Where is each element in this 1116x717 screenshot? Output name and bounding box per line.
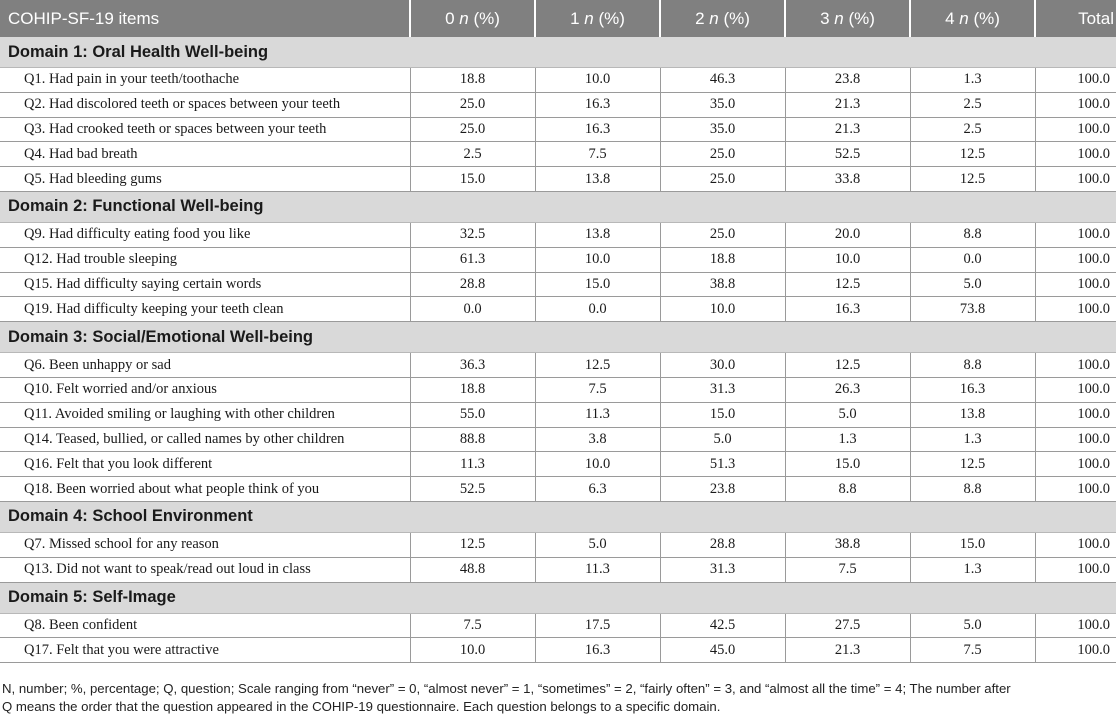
score-4-cell: 7.5 (910, 638, 1035, 663)
total-cell: 100.0 (1035, 377, 1116, 402)
score-0-cell: 7.5 (410, 613, 535, 638)
score-1-cell: 13.8 (535, 222, 660, 247)
item-label: Q8. Been confident (0, 613, 410, 638)
score-4-cell: 12.5 (910, 167, 1035, 192)
score-4-cell: 1.3 (910, 427, 1035, 452)
domain-title: Domain 4: School Environment (0, 501, 1116, 532)
item-label: Q17. Felt that you were attractive (0, 638, 410, 663)
score-0-cell: 61.3 (410, 247, 535, 272)
score-4-cell: 5.0 (910, 272, 1035, 297)
score-2-cell: 25.0 (660, 222, 785, 247)
total-cell: 100.0 (1035, 638, 1116, 663)
total-cell: 100.0 (1035, 477, 1116, 502)
header-pct: (%) (848, 8, 875, 28)
score-2-cell: 51.3 (660, 452, 785, 477)
item-label: Q14. Teased, bullied, or called names by other children (0, 427, 410, 452)
header-score-1 (535, 0, 660, 37)
score-0-cell: 10.0 (410, 638, 535, 663)
total-cell: 100.0 (1035, 532, 1116, 557)
header-score-num: 2 (695, 8, 705, 28)
domain-title: Domain 2: Functional Well-being (0, 191, 1116, 222)
item-label: Q13. Did not want to speak/read out loud in class (0, 557, 410, 582)
score-3-cell: 12.5 (785, 272, 910, 297)
score-1-cell: 16.3 (535, 638, 660, 663)
score-1-cell: 13.8 (535, 167, 660, 192)
item-label: Q1. Had pain in your teeth/toothache (0, 68, 410, 93)
header-n: n (959, 8, 969, 28)
score-1-cell: 7.5 (535, 142, 660, 167)
header-pct: (%) (473, 8, 500, 28)
total-cell: 100.0 (1035, 613, 1116, 638)
footnote-line-2: Q means the order that the question appeared in the COHIP-19 questionnaire. Each question belongs to a specific domain. (2, 699, 721, 714)
score-1-cell: 3.8 (535, 427, 660, 452)
total-cell: 100.0 (1035, 452, 1116, 477)
table-body (0, 37, 1116, 663)
score-3-cell: 33.8 (785, 167, 910, 192)
score-1-cell: 16.3 (535, 92, 660, 117)
table-row (0, 247, 1116, 272)
score-1-cell: 5.0 (535, 532, 660, 557)
header-score-0 (410, 0, 535, 37)
table-row (0, 402, 1116, 427)
score-4-cell: 13.8 (910, 402, 1035, 427)
score-2-cell: 5.0 (660, 427, 785, 452)
score-3-cell: 21.3 (785, 638, 910, 663)
score-4-cell: 12.5 (910, 452, 1035, 477)
score-3-cell: 21.3 (785, 117, 910, 142)
score-4-cell: 5.0 (910, 613, 1035, 638)
header-total: Total (1035, 0, 1116, 37)
item-label: Q3. Had crooked teeth or spaces between your teeth (0, 117, 410, 142)
score-0-cell: 2.5 (410, 142, 535, 167)
total-cell: 100.0 (1035, 117, 1116, 142)
score-0-cell: 36.3 (410, 353, 535, 378)
item-label: Q19. Had difficulty keeping your teeth clean (0, 297, 410, 322)
score-4-cell: 73.8 (910, 297, 1035, 322)
score-0-cell: 18.8 (410, 68, 535, 93)
score-2-cell: 35.0 (660, 92, 785, 117)
total-cell: 100.0 (1035, 92, 1116, 117)
table-row (0, 477, 1116, 502)
table-header (0, 0, 1116, 37)
score-1-cell: 10.0 (535, 247, 660, 272)
table-row (0, 297, 1116, 322)
table-row (0, 272, 1116, 297)
item-label: Q10. Felt worried and/or anxious (0, 377, 410, 402)
score-1-cell: 7.5 (535, 377, 660, 402)
table-row (0, 142, 1116, 167)
item-label: Q5. Had bleeding gums (0, 167, 410, 192)
score-1-cell: 16.3 (535, 117, 660, 142)
score-3-cell: 1.3 (785, 427, 910, 452)
header-n: n (459, 8, 469, 28)
score-4-cell: 2.5 (910, 92, 1035, 117)
score-2-cell: 25.0 (660, 167, 785, 192)
score-4-cell: 12.5 (910, 142, 1035, 167)
header-score-num: 1 (570, 8, 580, 28)
score-4-cell: 8.8 (910, 222, 1035, 247)
total-cell: 100.0 (1035, 353, 1116, 378)
score-3-cell: 7.5 (785, 557, 910, 582)
table-row (0, 638, 1116, 663)
score-1-cell: 0.0 (535, 297, 660, 322)
score-4-cell: 8.8 (910, 477, 1035, 502)
item-label: Q11. Avoided smiling or laughing with other children (0, 402, 410, 427)
score-0-cell: 12.5 (410, 532, 535, 557)
score-4-cell: 16.3 (910, 377, 1035, 402)
table-row (0, 353, 1116, 378)
score-4-cell: 1.3 (910, 68, 1035, 93)
header-n: n (709, 8, 719, 28)
table-footnote (2, 680, 1116, 716)
score-3-cell: 12.5 (785, 353, 910, 378)
score-0-cell: 15.0 (410, 167, 535, 192)
score-3-cell: 8.8 (785, 477, 910, 502)
score-1-cell: 15.0 (535, 272, 660, 297)
item-label: Q2. Had discolored teeth or spaces between your teeth (0, 92, 410, 117)
score-3-cell: 20.0 (785, 222, 910, 247)
score-1-cell: 11.3 (535, 557, 660, 582)
header-items: COHIP-SF-19 items (0, 0, 410, 37)
footnote-line-1: N, number; %, percentage; Q, question; Scale ranging from “never” = 0, “almost never” = 1, “sometimes” = 2, “fairly often” = 3, and “almost all the time” = 4; The number after (2, 681, 1011, 696)
score-0-cell: 0.0 (410, 297, 535, 322)
score-3-cell: 16.3 (785, 297, 910, 322)
score-1-cell: 17.5 (535, 613, 660, 638)
score-0-cell: 52.5 (410, 477, 535, 502)
table-row (0, 377, 1116, 402)
score-3-cell: 5.0 (785, 402, 910, 427)
score-3-cell: 27.5 (785, 613, 910, 638)
score-2-cell: 38.8 (660, 272, 785, 297)
score-2-cell: 28.8 (660, 532, 785, 557)
item-label: Q9. Had difficulty eating food you like (0, 222, 410, 247)
item-label: Q16. Felt that you look different (0, 452, 410, 477)
score-0-cell: 48.8 (410, 557, 535, 582)
item-label: Q6. Been unhappy or sad (0, 353, 410, 378)
header-pct: (%) (598, 8, 625, 28)
header-score-3 (785, 0, 910, 37)
score-2-cell: 23.8 (660, 477, 785, 502)
total-cell: 100.0 (1035, 167, 1116, 192)
score-3-cell: 52.5 (785, 142, 910, 167)
header-n: n (834, 8, 844, 28)
table-row (0, 452, 1116, 477)
score-2-cell: 30.0 (660, 353, 785, 378)
score-4-cell: 8.8 (910, 353, 1035, 378)
score-3-cell: 23.8 (785, 68, 910, 93)
domain-row (0, 37, 1116, 68)
score-2-cell: 45.0 (660, 638, 785, 663)
table-row (0, 117, 1116, 142)
header-row (0, 0, 1116, 37)
domain-row (0, 501, 1116, 532)
score-4-cell: 1.3 (910, 557, 1035, 582)
score-2-cell: 42.5 (660, 613, 785, 638)
score-2-cell: 31.3 (660, 557, 785, 582)
score-3-cell: 15.0 (785, 452, 910, 477)
item-label: Q18. Been worried about what people think of you (0, 477, 410, 502)
total-cell: 100.0 (1035, 557, 1116, 582)
item-label: Q15. Had difficulty saying certain words (0, 272, 410, 297)
score-0-cell: 88.8 (410, 427, 535, 452)
score-2-cell: 31.3 (660, 377, 785, 402)
domain-row (0, 191, 1116, 222)
score-1-cell: 10.0 (535, 452, 660, 477)
score-2-cell: 10.0 (660, 297, 785, 322)
score-3-cell: 10.0 (785, 247, 910, 272)
table-row (0, 557, 1116, 582)
total-cell: 100.0 (1035, 297, 1116, 322)
table-row (0, 613, 1116, 638)
item-label: Q7. Missed school for any reason (0, 532, 410, 557)
header-pct: (%) (723, 8, 750, 28)
score-1-cell: 11.3 (535, 402, 660, 427)
score-1-cell: 6.3 (535, 477, 660, 502)
total-cell: 100.0 (1035, 68, 1116, 93)
header-n: n (584, 8, 594, 28)
table-row (0, 92, 1116, 117)
domain-title: Domain 3: Social/Emotional Well-being (0, 322, 1116, 353)
total-cell: 100.0 (1035, 427, 1116, 452)
score-2-cell: 18.8 (660, 247, 785, 272)
header-score-num: 0 (445, 8, 455, 28)
score-0-cell: 55.0 (410, 402, 535, 427)
score-3-cell: 38.8 (785, 532, 910, 557)
table-row (0, 532, 1116, 557)
domain-row (0, 322, 1116, 353)
header-pct: (%) (973, 8, 1000, 28)
item-label: Q12. Had trouble sleeping (0, 247, 410, 272)
domain-row (0, 582, 1116, 613)
score-2-cell: 46.3 (660, 68, 785, 93)
domain-title: Domain 1: Oral Health Well-being (0, 37, 1116, 68)
score-1-cell: 12.5 (535, 353, 660, 378)
score-3-cell: 21.3 (785, 92, 910, 117)
score-2-cell: 15.0 (660, 402, 785, 427)
header-score-4 (910, 0, 1035, 37)
score-1-cell: 10.0 (535, 68, 660, 93)
item-label: Q4. Had bad breath (0, 142, 410, 167)
header-score-2 (660, 0, 785, 37)
score-2-cell: 25.0 (660, 142, 785, 167)
total-cell: 100.0 (1035, 402, 1116, 427)
score-0-cell: 11.3 (410, 452, 535, 477)
table-row (0, 427, 1116, 452)
table-row (0, 68, 1116, 93)
header-score-num: 3 (820, 8, 830, 28)
score-2-cell: 35.0 (660, 117, 785, 142)
total-cell: 100.0 (1035, 142, 1116, 167)
score-0-cell: 32.5 (410, 222, 535, 247)
score-4-cell: 15.0 (910, 532, 1035, 557)
score-0-cell: 18.8 (410, 377, 535, 402)
score-0-cell: 25.0 (410, 92, 535, 117)
table-row (0, 167, 1116, 192)
header-score-num: 4 (945, 8, 955, 28)
score-4-cell: 2.5 (910, 117, 1035, 142)
score-3-cell: 26.3 (785, 377, 910, 402)
score-0-cell: 25.0 (410, 117, 535, 142)
total-cell: 100.0 (1035, 222, 1116, 247)
score-4-cell: 0.0 (910, 247, 1035, 272)
total-cell: 100.0 (1035, 272, 1116, 297)
table-row (0, 222, 1116, 247)
total-cell: 100.0 (1035, 247, 1116, 272)
score-0-cell: 28.8 (410, 272, 535, 297)
domain-title: Domain 5: Self-Image (0, 582, 1116, 613)
